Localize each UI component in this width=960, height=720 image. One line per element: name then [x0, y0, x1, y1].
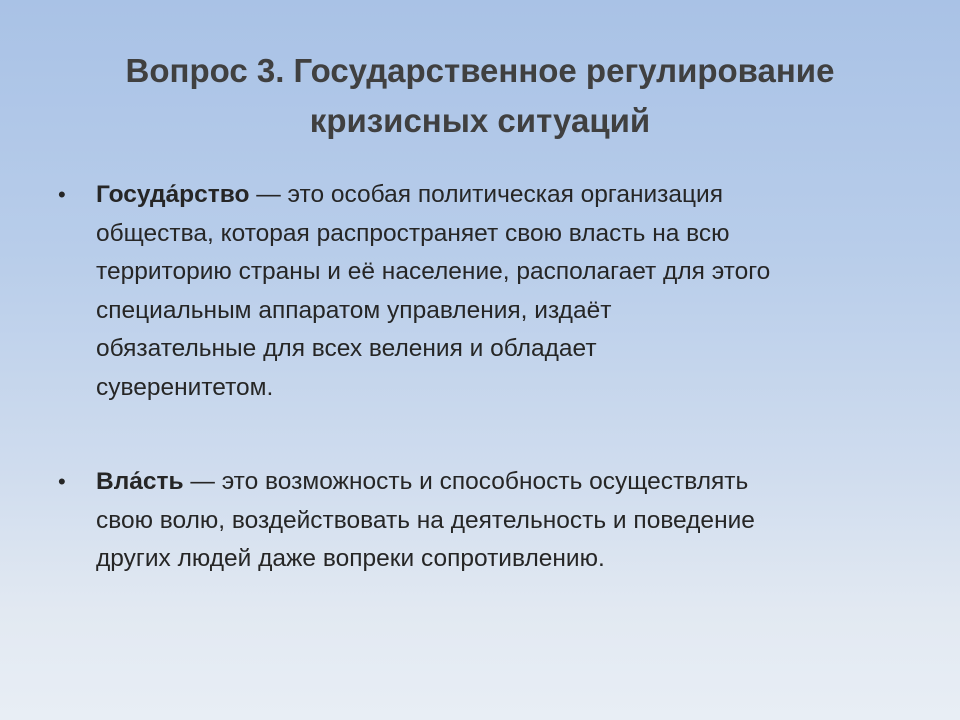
bullet-list — [58, 176, 908, 579]
definition-start: — это особая политическая организация — [249, 181, 724, 208]
definition-line: других людей даже вопреки сопротивлению. — [96, 545, 605, 572]
bullet-first-line — [96, 463, 908, 502]
definition-line: территорию страны и её население, располагает для этого — [96, 258, 771, 285]
bullet-icon: • — [58, 469, 66, 494]
bullet-item-state — [58, 176, 908, 407]
definition-line: обязательные для всех веления и обладает — [96, 335, 597, 362]
definition-start: — это возможность и способность осуществлять — [183, 468, 749, 495]
slide-title — [40, 46, 920, 146]
definition-line: суверенитетом. — [96, 373, 274, 401]
definition-line: специальным аппаратом управления, издаёт — [96, 296, 612, 324]
bullet-first-line — [96, 176, 908, 215]
title-line-1: Вопрос 3. Государственное регулирование — [125, 52, 835, 89]
term-state: Госуда́рство — [96, 181, 250, 208]
definition-line: общества, которая распространяет свою власть на всю — [96, 219, 730, 247]
definition-line: свою волю, воздействовать на деятельность и поведение — [96, 506, 755, 534]
bullet-item-power — [58, 463, 908, 579]
term-power: Вла́сть — [96, 468, 184, 495]
bullet-icon: • — [58, 182, 66, 207]
title-line-2: кризисных ситуаций — [309, 102, 651, 139]
